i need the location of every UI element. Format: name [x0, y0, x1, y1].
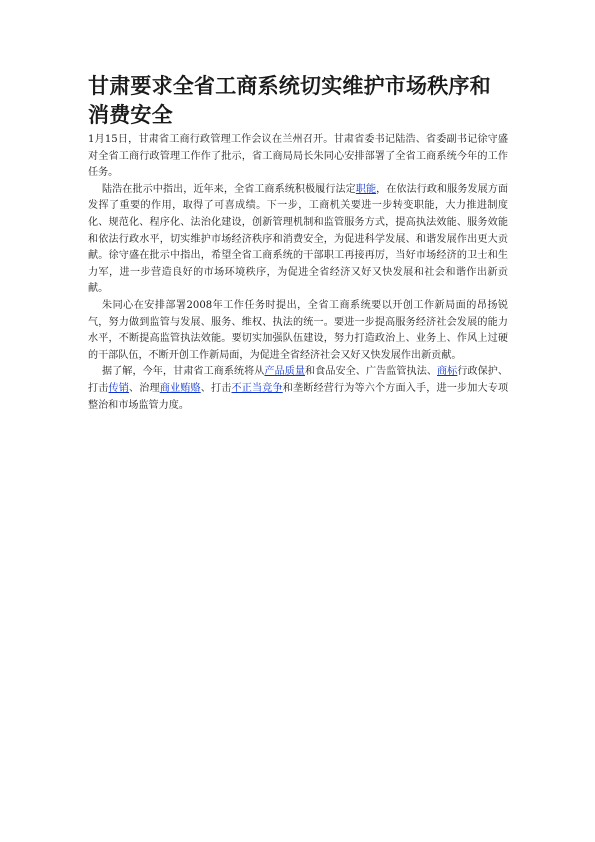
inline-link[interactable]: 职能 — [355, 183, 377, 195]
inline-link[interactable]: 产品质量 — [264, 366, 306, 378]
paragraph-text: 朱同心在安排部署2008年工作任务时提出，全省工商系统要以开创工作新局面的昂扬锐气，努力做到监管与发展、服务、维权、执法的统一。要进一步提高服务经济社会发展的能力水平，不断提高监管执法效能。要切实加强队伍建设，努力打造政治上、业务上、作风上过硬的干部队伍，不断开创工作新局面，为促进全省经济社会又好又快发展作出新贡献。 — [88, 299, 508, 361]
inline-link[interactable]: 商标 — [437, 366, 458, 378]
article-paragraph — [88, 364, 508, 414]
article-paragraph — [88, 132, 508, 182]
inline-link[interactable]: 传销 — [108, 382, 129, 394]
paragraph-text: ，在依法行政和服务发展方面发挥了重要的作用，取得了可喜成绩。下一步，工商机关要进一步转变职能，大力推进制度化、规范化、程序化、法治化建设，创新管理机制和监管服务方式，提高执法效能、服务效能和依法行政水平，切实维护市场经济秩序和消费安全，为促进科学发展、和谐发展作出更大贡献。徐守盛在批示中指出，希望全省工商系统的干部职工再接再厉，当好市场经济的卫士和生力军，进一步营造良好的市场环境秩序，为促进全省经济又好又快发展和社会和谐作出新贡献。 — [88, 183, 509, 295]
article-paragraph — [88, 182, 508, 298]
inline-link[interactable]: 不正当竞争 — [231, 382, 283, 394]
paragraph-text: 和垄断经营行为等六个方面入手，进一步加大专项整治和市场监管力度。 — [88, 382, 509, 411]
article-title: 甘肃要求全省工商系统切实维护市场秩序和消费安全 — [88, 74, 491, 127]
paragraph-text: 、治理 — [129, 382, 160, 394]
paragraph-text: 、打击 — [200, 382, 232, 394]
paragraph-text: 据了解，今年，甘肃省工商系统将从 — [102, 366, 265, 378]
article — [88, 72, 508, 414]
paragraph-text: 和食品安全、广告监管执法、 — [305, 366, 437, 378]
article-paragraph — [88, 298, 508, 364]
inline-link[interactable]: 商业贿赂 — [159, 382, 201, 394]
paragraph-text: 行政保护、打击 — [88, 366, 509, 394]
paragraph-text: 1月15日，甘肃省工商行政管理工作会议在兰州召开。甘肃省委书记陆浩、省委副书记徐守盛对全省工商行政管理工作作了批示，省工商局局长朱同心安排部署了全省工商系统今年的工作任务。 — [88, 134, 508, 179]
article-body — [88, 132, 508, 414]
paragraph-text: 陆浩在批示中指出，近年来，全省工商系统积极履行法定 — [102, 183, 356, 195]
